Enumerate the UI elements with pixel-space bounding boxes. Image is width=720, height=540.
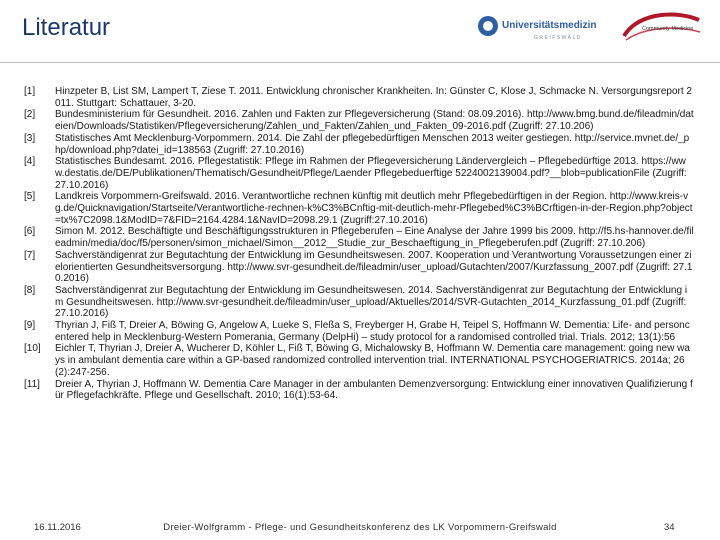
reference-number: [11]: [24, 378, 40, 390]
reference-number: [9]: [24, 320, 36, 332]
reference-text: Statistisches Amt Mecklenburg-Vorpommern. 2014. Die Zahl der pflegebedürftigen Menschen 2013 weiter gestiegen. http://service.mvnet.de/_php/download.php?datei_id=138563 (Zugriff: 27.10.2016): [55, 132, 690, 156]
reference-item: [24, 109, 694, 132]
logo-left-sub: GREIFSWALD: [534, 35, 582, 41]
page-title: Literatur: [22, 14, 111, 41]
reference-item: [24, 86, 694, 109]
page-number: 34: [664, 522, 675, 533]
reference-item: [24, 285, 694, 320]
university-logo: [478, 16, 596, 41]
reference-text: Simon M. 2012. Beschäftigte und Beschäftigungsstrukturen in Pflegeberufen – Eine Analyse der Jahre 1999 bis 2009. http://f5.hs-hannover.de/fileadmin/media/doc/f5/personen/simon_michael/Simon__2012__Studie_zur_Beschaeftigung_in_Pflegeberufen.pdf (Zugriff: 27.10.206): [55, 226, 694, 250]
reference-item: [24, 133, 694, 156]
reference-text: Sachverständigenrat zur Begutachtung der Entwicklung im Gesundheitswesen. 2007. Kooperation und Verantwortung Voraussetzungen einer zielorientierten Gesundheitsversorgung. http://www.svr-gesundheit.de/fileadmin/user_upload/Gutachten/2007/Kurzfassung_2007.pdf (Zugriff: 27.10.2016): [55, 249, 693, 285]
header-divider: [0, 62, 720, 63]
reference-item: [24, 250, 694, 285]
footer-conference: Dreier-Wolfgramm - Pflege- und Gesundheitskonferenz des LK Vorpommern-Greifswald: [163, 522, 557, 533]
reference-text: Dreier A, Thyrian J, Hoffmann W. Dementia Care Manager in der ambulanten Demenzversorgung: Entwicklung einer innovativen Qualifizierung für Pflegefachkräfte. Pflege und Gesellschaft. 2010; 16(1):53-64.: [55, 378, 693, 402]
reference-item: [24, 156, 694, 191]
reference-text: Landkreis Vorpommern-Greifswald. 2016. Verantwortliche rechnen künftig mit deutlich mehr Pflegebedürftigen in der Region. http://www.kreis-vg.de/Quicknavigation/Startseite/Verantwortliche-rechnen-k%C3%BCnftig-mit-deutlich-mehr-Pflegebed%C3%BCrftigen-in-der-Region.php?object=tx%7C2098.1&ModID=7&FID=2164.4284.1&NavID=2098.29.1 (Zugriff:27.10.2016): [55, 191, 693, 226]
reference-number: [10]: [24, 343, 41, 355]
reference-number: [1]: [24, 86, 36, 97]
reference-text: Hinzpeter B, List SM, Lampert T, Ziese T. 2011. Entwicklung chronischer Krankheiten. In: Günster C, Klose J, Schmacke N. Versorgungsreport 2011. Stuttgart: Schattauer, 3-20.: [55, 86, 692, 109]
reference-text: Statistisches Bundesamt. 2016. Pflegestatistik: Pflege im Rahmen der Pflegeversicherung Ländervergleich – Pflegebedürftige 2013. https://www.destatis.de/DE/Publikationen/Thematisch/Gesundheit/Pflege/Laender Pflegebeduerftige 5224002139004.pdf?__blob=publicationFile (Zugriff: 27.10.2016): [55, 156, 687, 191]
logo-right-text: Community Medicine: [642, 26, 694, 32]
reference-item: [24, 343, 694, 378]
reference-number: [4]: [24, 156, 36, 168]
reference-number: [7]: [24, 249, 36, 261]
footer: [0, 520, 720, 536]
logos: [474, 6, 704, 50]
reference-item: [24, 226, 694, 249]
reference-item: [24, 320, 694, 343]
reference-item: [24, 191, 694, 226]
reference-text: Sachverständigenrat zur Begutachtung der Entwicklung im Gesundheitswesen. 2014. Sachverständigenrat zur Begutachtung der Entwicklung im Gesundheitswesen. http://www.svr-gesundheit.de/fileadmin/user_upload/Aktuelles/2014/SVR-Gutachten_2014_Kurzfassung_01.pdf (Zugriff: 27.10.2016): [55, 284, 688, 320]
reference-list: [24, 86, 694, 402]
reference-text: Thyrian J, Fiß T, Dreier A, Böwing G, Angelow A, Lueke S, Fleßa S, Freyberger H, Grabe H, Teipel S, Hoffmann W. Dementia: Life- and personcentered help in Mecklenburg-Western Pomerania, Germany (DelpHi) – study protocol for a randomised controlled trial. Trials. 2012; 13(1):56: [55, 320, 690, 343]
reference-item: [24, 379, 694, 402]
reference-number: [5]: [24, 191, 36, 203]
reference-text: Bundesministerium für Gesundheit. 2016. Zahlen und Fakten zur Pflegeversicherung (Stand: 08.09.2016). http://www.bmg.bund.de/fileadmin/dateien/Downloads/Statistiken/Pflegeversicherung/Zahlen_und_Fakten/Zahlen_und_Fakten_09-2016.pdf (Zugriff: 27.10.206): [55, 109, 694, 133]
reference-number: [3]: [24, 132, 36, 144]
footer-date: 16.11.2016: [34, 522, 81, 533]
reference-number: [8]: [24, 284, 36, 296]
reference-number: [2]: [24, 109, 36, 121]
community-medicine-logo: [624, 15, 700, 40]
logo-left-text: Universitätsmedizin: [502, 20, 597, 31]
reference-text: Eichler T, Thyrian J, Dreier A, Wucherer D, Köhler L, Fiß T, Böwing G, Michalowsky B, Hoffmann W. Dementia care management: going new ways in ambulant dementia care within a GP-based randomized controlled intervention trial. INTERNATIONAL PSYCHOGERIATRICS. 2014a; 26(2):247-256.: [55, 343, 690, 378]
reference-number: [6]: [24, 226, 36, 238]
